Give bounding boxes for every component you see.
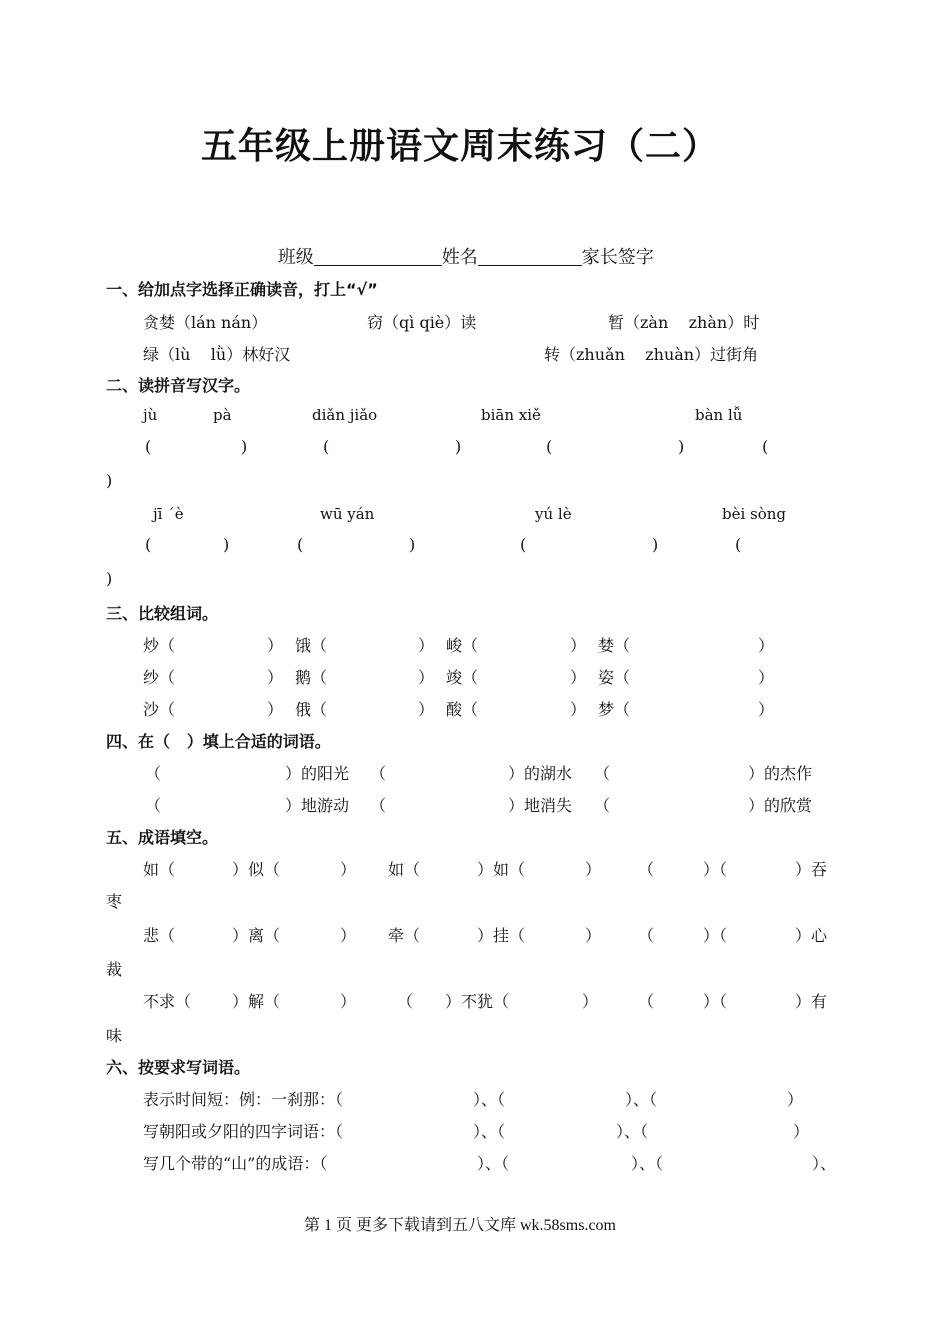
fill-open[interactable]: （ bbox=[594, 796, 611, 815]
idiom-part: ）吞 bbox=[795, 860, 828, 879]
idiom-part: ）不犹（ bbox=[445, 992, 510, 1011]
char-close[interactable]: ） bbox=[267, 700, 284, 719]
idiom-part: ）（ bbox=[703, 860, 728, 879]
answer-paren[interactable]: ( bbox=[297, 535, 304, 554]
char-close[interactable]: ） bbox=[418, 668, 435, 687]
fill-open[interactable]: （ bbox=[145, 764, 162, 783]
parent-signature-label: 家长签字 bbox=[581, 247, 654, 268]
pinyin: diǎn jiǎo bbox=[312, 406, 378, 424]
name-blank[interactable] bbox=[478, 247, 582, 266]
char-open: 鹅（ bbox=[295, 668, 328, 687]
word-sep: ）、（ bbox=[616, 1122, 649, 1141]
word-sep: ）、（ bbox=[631, 1154, 664, 1173]
answer-paren[interactable]: ) bbox=[455, 437, 462, 456]
page-title: 五年级上册语文周末练习（二） bbox=[200, 126, 719, 167]
pinyin: bèi sòng bbox=[722, 505, 787, 523]
fill-open[interactable]: （ bbox=[145, 796, 162, 815]
idiom-part: ） bbox=[585, 926, 602, 945]
fill-open[interactable]: （ bbox=[370, 796, 387, 815]
idiom-part: ） bbox=[585, 860, 602, 879]
pinyin: yú lè bbox=[535, 505, 572, 523]
fill-close: ）的湖水 bbox=[508, 764, 573, 783]
char-close[interactable]: ） bbox=[570, 668, 587, 687]
idiom-part: 如（ bbox=[388, 860, 421, 879]
s1-item: 转（zhuǎn zhuàn）过街角 bbox=[544, 345, 759, 364]
fill-close: ）的欣赏 bbox=[748, 796, 813, 815]
word-sep: ）、 bbox=[812, 1154, 837, 1173]
idiom-part: ） bbox=[340, 992, 357, 1011]
section-1-heading: 一、给加点字选择正确读音，打上“√” bbox=[106, 280, 378, 299]
answer-paren[interactable]: ) bbox=[223, 535, 230, 554]
word-sep: ）、（ bbox=[625, 1090, 658, 1109]
char-open: 梦（ bbox=[598, 700, 631, 719]
fill-open[interactable]: （ bbox=[370, 764, 387, 783]
pinyin: pà bbox=[213, 406, 232, 424]
fill-close: ）地游动 bbox=[285, 796, 350, 815]
answer-paren[interactable]: ( bbox=[323, 437, 330, 456]
idiom-part: 如（ bbox=[143, 860, 176, 879]
idiom-part: ）心 bbox=[795, 926, 828, 945]
char-open: 竣（ bbox=[446, 668, 479, 687]
char-open: 酸（ bbox=[446, 700, 479, 719]
pinyin: biān xiě bbox=[481, 406, 541, 424]
word-sep: ）、（ bbox=[473, 1122, 506, 1141]
fill-close: ）的阳光 bbox=[285, 764, 350, 783]
word-prompt: 写几个带的“山”的成语：（ bbox=[143, 1154, 328, 1173]
char-open: 姿（ bbox=[598, 668, 631, 687]
char-open: 沙（ bbox=[143, 700, 176, 719]
answer-paren[interactable]: ( bbox=[145, 535, 152, 554]
idiom-part: ）似（ bbox=[232, 860, 281, 879]
idiom-part: （ bbox=[397, 992, 414, 1011]
s1-item: 贪婪（lán nán） bbox=[143, 313, 268, 332]
idiom-part: 牵（ bbox=[388, 926, 421, 945]
idiom-part: 味 bbox=[106, 1026, 123, 1045]
page-footer: 第 1 页 更多下载请到五八文库 wk.58sms.com bbox=[303, 1217, 616, 1234]
idiom-part: ）有 bbox=[795, 992, 828, 1011]
char-open: 纱（ bbox=[143, 668, 176, 687]
answer-paren[interactable]: ) bbox=[409, 535, 416, 554]
word-sep: ）、（ bbox=[473, 1090, 506, 1109]
answer-paren[interactable]: ( bbox=[145, 437, 152, 456]
section-4-heading: 四、在（ ）填上合适的词语。 bbox=[106, 732, 331, 751]
word-prompt: 表示时间短：例：一刹那：（ bbox=[143, 1090, 344, 1109]
char-open: 俄（ bbox=[295, 700, 328, 719]
idiom-part: （ bbox=[638, 860, 655, 879]
pinyin: jù bbox=[143, 406, 158, 424]
char-open: 炒（ bbox=[143, 636, 176, 655]
char-close[interactable]: ） bbox=[570, 700, 587, 719]
idiom-part: ）解（ bbox=[232, 992, 281, 1011]
answer-paren[interactable]: ) bbox=[678, 437, 685, 456]
word-sep: ） bbox=[793, 1122, 810, 1141]
char-close[interactable]: ） bbox=[758, 668, 775, 687]
word-prompt: 写朝阳或夕阳的四字词语：（ bbox=[143, 1122, 344, 1141]
idiom-part: 不求（ bbox=[143, 992, 192, 1011]
fill-open[interactable]: （ bbox=[594, 764, 611, 783]
pinyin: bàn lǚ bbox=[695, 406, 743, 424]
answer-paren[interactable]: ) bbox=[106, 471, 113, 490]
char-close[interactable]: ） bbox=[267, 636, 284, 655]
idiom-part: ） bbox=[582, 992, 599, 1011]
char-close[interactable]: ） bbox=[267, 668, 284, 687]
fill-close: ）的杰作 bbox=[748, 764, 813, 783]
section-3-heading: 三、比较组词。 bbox=[106, 604, 219, 623]
answer-paren[interactable]: ( bbox=[520, 535, 527, 554]
idiom-part: （ bbox=[638, 926, 655, 945]
char-open: 婪（ bbox=[598, 636, 631, 655]
char-open: 峻（ bbox=[446, 636, 479, 655]
idiom-part: 枣 bbox=[106, 892, 123, 911]
idiom-part: 悲（ bbox=[143, 926, 176, 945]
idiom-part: ）（ bbox=[703, 926, 728, 945]
s1-item: 窃（qì qiè）读 bbox=[367, 313, 477, 332]
answer-paren[interactable]: ) bbox=[106, 569, 113, 588]
section-5-heading: 五、成语填空。 bbox=[106, 828, 219, 847]
answer-paren[interactable]: ) bbox=[652, 535, 659, 554]
name-label: 姓名 bbox=[441, 247, 478, 268]
idiom-part: ） bbox=[340, 860, 357, 879]
char-open: 饿（ bbox=[295, 636, 328, 655]
answer-paren[interactable]: ( bbox=[735, 535, 742, 554]
fill-close: ）地消失 bbox=[508, 796, 573, 815]
word-sep: ） bbox=[787, 1090, 804, 1109]
class-blank[interactable] bbox=[314, 247, 442, 266]
idiom-part: ）（ bbox=[703, 992, 728, 1011]
idiom-part: ） bbox=[340, 926, 357, 945]
class-label: 班级 bbox=[277, 247, 314, 268]
idiom-part: 裁 bbox=[106, 960, 123, 979]
answer-paren[interactable]: ( bbox=[762, 437, 769, 456]
answer-paren[interactable]: ) bbox=[241, 437, 248, 456]
s1-item: 暂（zàn zhàn）时 bbox=[608, 313, 760, 332]
student-info-line bbox=[0, 222, 920, 269]
pinyin: jī ˊè bbox=[153, 505, 184, 523]
char-close[interactable]: ） bbox=[758, 636, 775, 655]
idiom-part: ）如（ bbox=[477, 860, 526, 879]
answer-paren[interactable]: ( bbox=[546, 437, 553, 456]
char-close[interactable]: ） bbox=[418, 636, 435, 655]
word-sep: ）、（ bbox=[477, 1154, 510, 1173]
char-close[interactable]: ） bbox=[758, 700, 775, 719]
idiom-part: ）离（ bbox=[232, 926, 281, 945]
section-6-heading: 六、按要求写词语。 bbox=[106, 1058, 251, 1077]
pinyin: wū yán bbox=[320, 505, 375, 523]
char-close[interactable]: ） bbox=[570, 636, 587, 655]
s1-item: 绿（lù lǜ）林好汉 bbox=[143, 345, 291, 364]
idiom-part: ）挂（ bbox=[477, 926, 526, 945]
char-close[interactable]: ） bbox=[418, 700, 435, 719]
idiom-part: （ bbox=[638, 992, 655, 1011]
section-2-heading: 二、读拼音写汉字。 bbox=[106, 376, 251, 395]
